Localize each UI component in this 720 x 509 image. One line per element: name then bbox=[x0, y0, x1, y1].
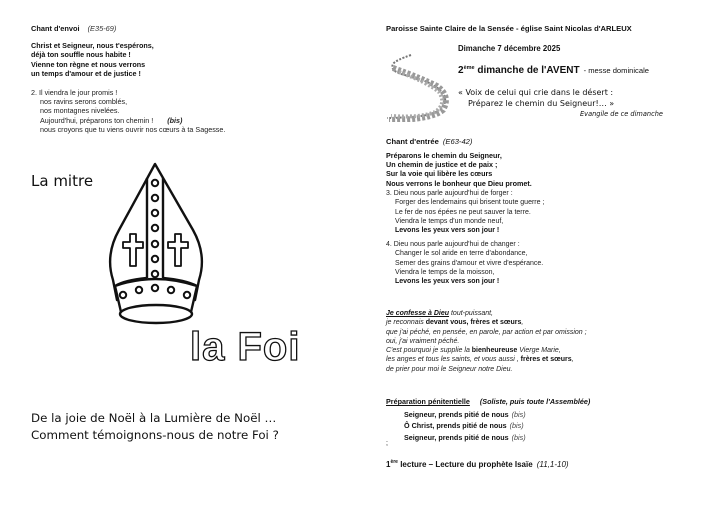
reading-name: lecture – Lecture du prophète Isaïe bbox=[397, 460, 533, 469]
prayer-line bbox=[386, 346, 587, 355]
verse-line: Changer le sol aride en terre d'abondance, bbox=[395, 250, 528, 258]
mitre-icon bbox=[95, 160, 215, 325]
chant-entree-refrain bbox=[386, 151, 532, 188]
prayer-text: , bbox=[571, 356, 574, 364]
penitential-note: (Soliste, puis toute l'Assemblée) bbox=[479, 397, 591, 406]
sunday-title bbox=[458, 65, 649, 76]
bis-marker: (bis) bbox=[167, 115, 183, 125]
verse-line: nos montagnes nivelées. bbox=[40, 106, 120, 116]
chant-envoi-verse bbox=[31, 88, 225, 134]
reading-number: 1 bbox=[386, 460, 391, 469]
chant-envoi-ref: (E35-69) bbox=[87, 24, 117, 33]
parish-header: Paroisse Sainte Claire de la Sensée - église Saint Nicolas d'ARLEUX bbox=[386, 24, 632, 33]
first-reading-title bbox=[386, 459, 569, 469]
verse-line: 2. Il viendra le jour promis ! bbox=[31, 88, 118, 97]
chant-envoi-title bbox=[31, 24, 116, 33]
prayer-emphasis: frères et sœurs bbox=[520, 356, 572, 364]
prayer-text: , bbox=[521, 319, 524, 327]
chant-entree-title bbox=[386, 137, 472, 146]
verse-line: 4. Dieu nous parle aujourd'hui de changer : bbox=[386, 241, 520, 248]
mass-type: - messe dominicale bbox=[583, 66, 649, 75]
chant-envoi-label: Chant d'envoi bbox=[31, 24, 80, 33]
sunday-number: 2 bbox=[458, 65, 464, 76]
reading-ref: (11,1-10) bbox=[536, 460, 569, 469]
verse-line: nous croyons que tu viens ouvrir nos cœurs à ta Sagesse. bbox=[40, 124, 226, 134]
verse-line: 3. Dieu nous parle aujourd'hui de forger : bbox=[386, 190, 513, 197]
chant-envoi-refrain bbox=[31, 41, 154, 79]
verse-line: Levons les yeux vers son jour ! bbox=[395, 278, 500, 286]
prayer-text: je reconnais bbox=[386, 319, 426, 327]
sunday-ordinal: ème bbox=[463, 65, 475, 71]
prayer-text: C'est pourquoi je supplie la bbox=[386, 347, 472, 355]
chant-entree-label: Chant d'entrée bbox=[386, 137, 439, 146]
refrain-line: Vienne ton règne et nous verrons bbox=[31, 59, 146, 69]
reading-ordinal: ère bbox=[390, 459, 398, 465]
verse-line: Semer des grains d'amour et vivre d'espérance. bbox=[395, 259, 544, 267]
bis-marker: (bis) bbox=[509, 421, 524, 431]
reflection-text bbox=[31, 410, 279, 444]
foi-title: la Foi bbox=[190, 325, 301, 369]
kyrie-text: Seigneur, prends pitié de nous bbox=[404, 410, 509, 419]
bis-marker: (bis) bbox=[511, 432, 526, 442]
mitre-label: La mitre bbox=[31, 172, 94, 190]
verse-line: Viendra le temps d'un monde neuf, bbox=[395, 217, 504, 225]
gospel-quote bbox=[458, 87, 614, 109]
bis-marker: (bis) bbox=[511, 410, 526, 419]
kyrie-line bbox=[404, 432, 526, 443]
verse-line: Le fer de nos épées ne peut sauver la terre. bbox=[395, 208, 531, 216]
confiteor-title: Je confesse à Dieu bbox=[386, 310, 450, 317]
verse-text: Aujourd'hui, préparons ton chemin ! bbox=[40, 115, 154, 125]
kyrie-list bbox=[404, 409, 526, 443]
kyrie-line bbox=[404, 409, 526, 420]
stray-semicolon: ; bbox=[386, 440, 388, 447]
chant-entree-verse-4 bbox=[386, 240, 543, 286]
refrain-line: déjà ton souffle nous habite ! bbox=[31, 50, 131, 60]
kyrie-text: Ô Christ, prends pitié de nous bbox=[404, 421, 507, 431]
chant-entree-ref: (E63-42) bbox=[442, 137, 473, 146]
prayer-text: Vierge Marie, bbox=[517, 347, 561, 355]
mass-date: Dimanche 7 décembre 2025 bbox=[458, 44, 561, 53]
prayer-line bbox=[386, 355, 587, 364]
prayer-line: que j'ai péché, en pensée, en parole, par action et par omission ; bbox=[386, 328, 587, 336]
prayer-line: de prier pour moi le Seigneur notre Dieu. bbox=[386, 365, 513, 373]
kyrie-text: Seigneur, prends pitié de nous bbox=[404, 432, 509, 442]
sunday-name: dimanche de l'AVENT bbox=[474, 65, 580, 76]
verse-line bbox=[31, 116, 225, 125]
quote-source: Evangile de ce dimanche bbox=[580, 110, 663, 118]
reflection-line: Comment témoignons-nous de notre Foi ? bbox=[31, 428, 279, 442]
refrain-line: Nous verrons le bonheur que Dieu promet. bbox=[386, 178, 532, 188]
prayer-line: oui, j'ai vraiment péché. bbox=[386, 337, 460, 345]
prayer-line bbox=[386, 309, 587, 318]
confiteor-prayer bbox=[386, 309, 587, 374]
prayer-emphasis: bienheureuse bbox=[471, 347, 518, 355]
verse-line: Forger des lendemains qui brisent toute guerre ; bbox=[395, 199, 545, 207]
refrain-line: Un chemin de justice et de paix ; bbox=[386, 160, 498, 170]
penitential-title bbox=[386, 397, 590, 406]
prayer-line bbox=[386, 318, 587, 327]
refrain-line: Christ et Seigneur, nous t'espérons, bbox=[31, 41, 154, 50]
chant-entree-verse-3 bbox=[386, 189, 544, 235]
verse-line: Levons les yeux vers son jour ! bbox=[395, 227, 500, 235]
refrain-line: un temps d'amour et de justice ! bbox=[31, 69, 141, 79]
prayer-text: tout-puissant, bbox=[449, 310, 493, 317]
prayer-emphasis: devant vous, frères et sœurs bbox=[425, 319, 522, 327]
path-illustration-icon bbox=[381, 50, 457, 122]
refrain-line: Préparons le chemin du Seigneur, bbox=[386, 151, 502, 160]
verse-line: Viendra le temps de la moisson, bbox=[395, 268, 495, 276]
reflection-line: De la joie de Noël à la Lumière de Noël … bbox=[31, 411, 277, 425]
refrain-line: Sur la voie qui libère les cœurs bbox=[386, 169, 493, 179]
kyrie-line bbox=[404, 420, 526, 431]
verse-line: nos ravins serons comblés, bbox=[40, 97, 128, 107]
penitential-label: Préparation pénitentielle bbox=[386, 397, 470, 406]
prayer-text: les anges et tous les saints, et vous aussi , bbox=[386, 356, 521, 364]
quote-line: « Voix de celui qui crie dans le désert : bbox=[458, 88, 614, 97]
quote-line: Préparez le chemin du Seigneur!… » bbox=[468, 99, 615, 108]
